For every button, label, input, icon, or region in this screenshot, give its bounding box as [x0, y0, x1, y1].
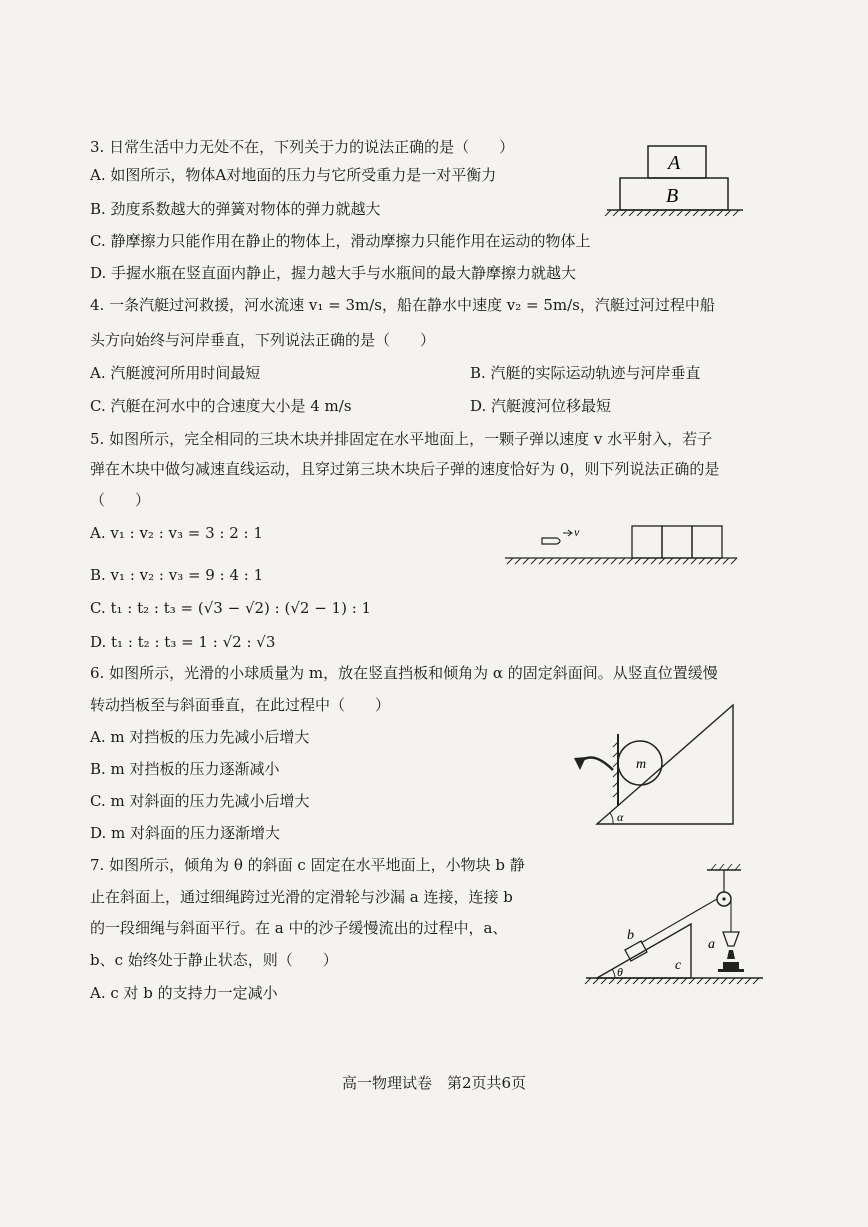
- question-4-stem-line-1: 4. 一条汽艇过河救援，河水流速 v₁ = 3m/s，船在静水中速度 v₂ = 5m/s，汽艇过河过程中船: [90, 296, 715, 314]
- question-5-stem-line-2: 弹在木块中做匀减速直线运动，且穿过第三块木块后子弹的速度恰好为 0，则下列说法正确的是: [90, 460, 720, 478]
- question-7-stem-line-4: b、c 始终处于静止状态，则（ ）: [90, 951, 338, 969]
- question-5-option-c: C. t₁ : t₂ : t₃ = (√3 − √2) : (√2 − 1) : 1: [90, 599, 372, 617]
- label-b: b: [627, 928, 634, 943]
- question-6-option-b: B. m 对挡板的压力逐渐减小: [90, 760, 280, 778]
- label-a: a: [708, 937, 715, 952]
- question-5-option-d: D. t₁ : t₂ : t₃ = 1 : √2 : √3: [90, 633, 276, 651]
- bullet-blocks-figure: [505, 522, 740, 572]
- question-7-stem-line-1: 7. 如图所示，倾角为 θ 的斜面 c 固定在水平地面上，小物块 b 静: [90, 856, 525, 874]
- blocks-a-b-figure: [605, 140, 745, 220]
- question-6-stem-line-2: 转动挡板至与斜面垂直，在此过程中（ ）: [90, 696, 391, 714]
- ball-incline-figure: [565, 700, 740, 830]
- question-3-option-b: B. 劲度系数越大的弹簧对物体的弹力就越大: [90, 200, 381, 218]
- question-4-option-c: C. 汽艇在河水中的合速度大小是 4 m/s: [90, 397, 352, 415]
- sand-pile: [723, 962, 739, 969]
- pulley-incline-figure: [583, 862, 768, 997]
- question-7-stem-line-2: 止在斜面上，通过细绳跨过光滑的定滑轮与沙漏 a 连接，连接 b: [90, 888, 513, 906]
- wood-block-1: [632, 526, 662, 558]
- rotation-arrow: [580, 758, 613, 771]
- question-7-option-a: A. c 对 b 的支持力一定减小: [90, 984, 278, 1002]
- question-6-option-d: D. m 对斜面的压力逐渐增大: [90, 824, 281, 842]
- page-footer: 高一物理试卷 第2页共6页: [341, 1074, 527, 1092]
- question-3-option-a: A. 如图所示，物体A对地面的压力与它所受重力是一对平衡力: [90, 166, 497, 184]
- label-v: v: [574, 525, 580, 539]
- question-3-option-d: D. 手握水瓶在竖直面内静止，握力越大手与水瓶间的最大静摩擦力就越大: [90, 264, 577, 282]
- question-5-stem-line-1: 5. 如图所示，完全相同的三块木块并排固定在水平地面上，一颗子弹以速度 v 水平射入，若子: [90, 430, 713, 448]
- label-m: m: [636, 757, 647, 772]
- label-a: A: [668, 152, 681, 174]
- question-4-stem-line-2: 头方向始终与河岸垂直，下列说法正确的是（ ）: [90, 331, 436, 349]
- label-alpha: α: [617, 810, 624, 824]
- question-4-option-b: B. 汽艇的实际运动轨迹与河岸垂直: [470, 364, 701, 382]
- question-5-option-a: A. v₁ : v₂ : v₃ = 3 : 2 : 1: [90, 524, 263, 542]
- question-6-stem-line-1: 6. 如图所示，光滑的小球质量为 m，放在竖直挡板和倾角为 α 的固定斜面间。从竖直位置缓慢: [90, 664, 718, 682]
- rope-to-b: [641, 899, 717, 943]
- wood-block-2: [662, 526, 692, 558]
- question-6-option-a: A. m 对挡板的压力先减小后增大: [90, 728, 310, 746]
- question-5-stem-line-3: （ ）: [90, 491, 151, 509]
- question-4-option-d: D. 汽艇渡河位移最短: [470, 397, 612, 415]
- bullet: [542, 538, 560, 544]
- question-3-option-c: C. 静摩擦力只能作用在静止的物体上，滑动摩擦力只能作用在运动的物体上: [90, 232, 591, 250]
- question-7-stem-line-3: 的一段细绳与斜面平行。在 a 中的沙子缓慢流出的过程中，a、: [90, 919, 508, 937]
- hourglass-a: [723, 932, 739, 946]
- question-6-option-c: C. m 对斜面的压力先减小后增大: [90, 792, 310, 810]
- question-5-option-b: B. v₁ : v₂ : v₃ = 9 : 4 : 1: [90, 566, 264, 584]
- label-b: B: [666, 185, 679, 207]
- question-4-option-a: A. 汽艇渡河所用时间最短: [90, 364, 261, 382]
- label-c: c: [675, 958, 682, 973]
- label-theta: θ: [617, 965, 623, 979]
- question-3-stem: 3. 日常生活中力无处不在，下列关于力的说法正确的是（ ）: [90, 138, 515, 156]
- wood-block-3: [692, 526, 722, 558]
